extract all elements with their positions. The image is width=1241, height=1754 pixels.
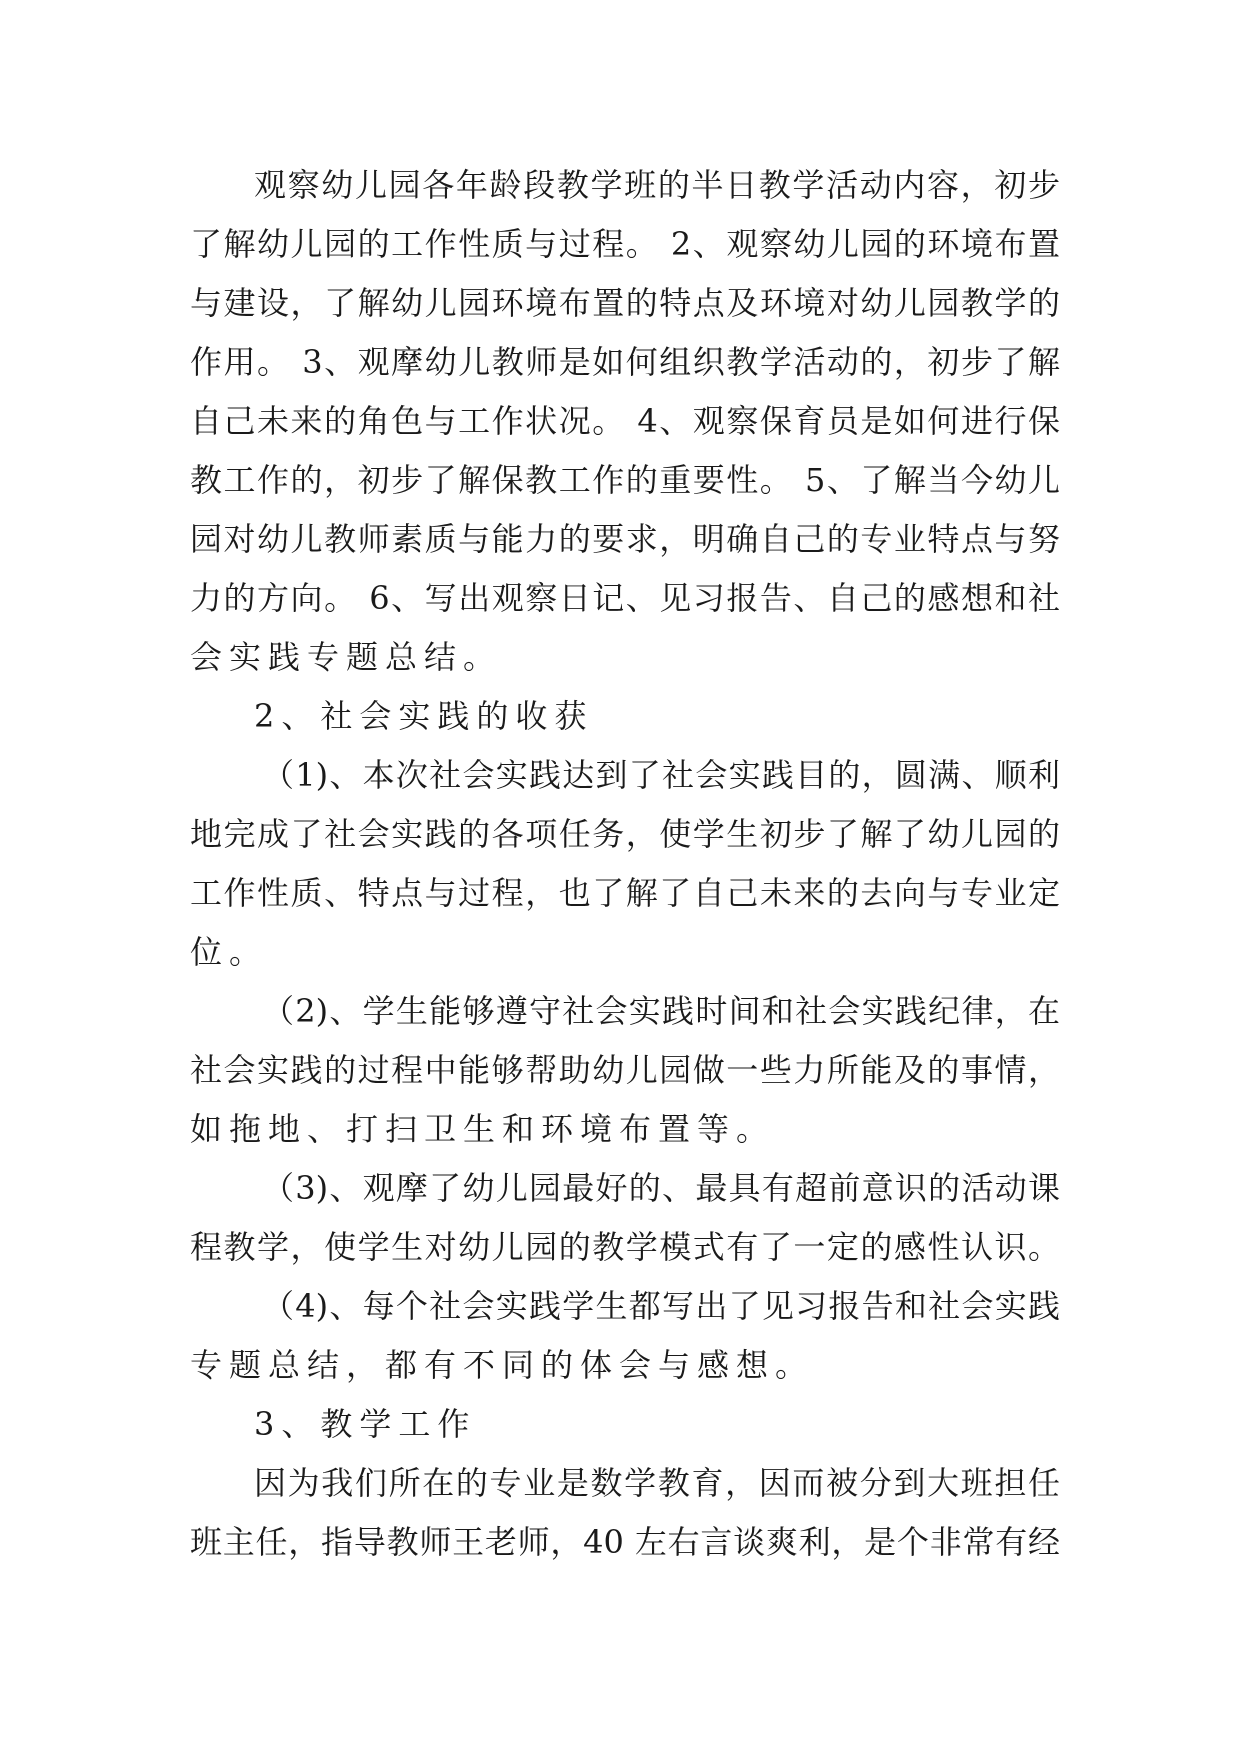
- text-line: 会实践专题总结。: [190, 638, 503, 676]
- text-line: 班主任，指导教师王老师，40 左右言谈爽利，是个非常有经: [190, 1523, 1060, 1561]
- text-line: 园对幼儿教师素质与能力的要求，明确自己的专业特点与努: [190, 520, 1060, 558]
- text-line: 自己未来的角色与工作状况。 4、观察保育员是如何进行保: [190, 402, 1060, 440]
- text-line: 观察幼儿园各年龄段教学班的半日教学活动内容，初步: [254, 166, 1060, 204]
- text-line: 作用。 3、观摩幼儿教师是如何组织教学活动的，初步了解: [190, 343, 1060, 381]
- text-line: 工作性质、特点与过程，也了解了自己未来的去向与专业定: [190, 874, 1060, 912]
- text-line: 教工作的，初步了解保教工作的重要性。 5、了解当今幼儿: [190, 461, 1060, 499]
- text-line: （4)、每个社会实践学生都写出了见习报告和社会实践: [262, 1287, 1060, 1325]
- text-line: 专题总结，都有不同的体会与感想。: [190, 1346, 815, 1384]
- text-line: 力的方向。 6、写出观察日记、见习报告、自己的感想和社: [190, 579, 1060, 617]
- text-line: 位。: [190, 933, 269, 971]
- text-line: （2)、学生能够遵守社会实践时间和社会实践纪律，在: [262, 992, 1060, 1030]
- text-line: 因为我们所在的专业是数学教育，因而被分到大班担任: [254, 1464, 1060, 1502]
- section-heading: 2、社会实践的收获: [254, 697, 594, 735]
- text-line: 如拖地、打扫卫生和环境布置等。: [190, 1110, 776, 1148]
- section-heading: 3、教学工作: [254, 1405, 477, 1443]
- text-line: 了解幼儿园的工作性质与过程。 2、观察幼儿园的环境布置: [190, 225, 1060, 263]
- text-line: 社会实践的过程中能够帮助幼儿园做一些力所能及的事情，: [190, 1051, 1060, 1089]
- text-line: （3)、观摩了幼儿园最好的、最具有超前意识的活动课: [262, 1169, 1060, 1207]
- text-line: 与建设，了解幼儿园环境布置的特点及环境对幼儿园教学的: [190, 284, 1060, 322]
- text-line: 程教学，使学生对幼儿园的教学模式有了一定的感性认识。: [190, 1228, 1060, 1266]
- text-line: （1)、本次社会实践达到了社会实践目的，圆满、顺利: [262, 756, 1060, 794]
- text-line: 地完成了社会实践的各项任务，使学生初步了解了幼儿园的: [190, 815, 1060, 853]
